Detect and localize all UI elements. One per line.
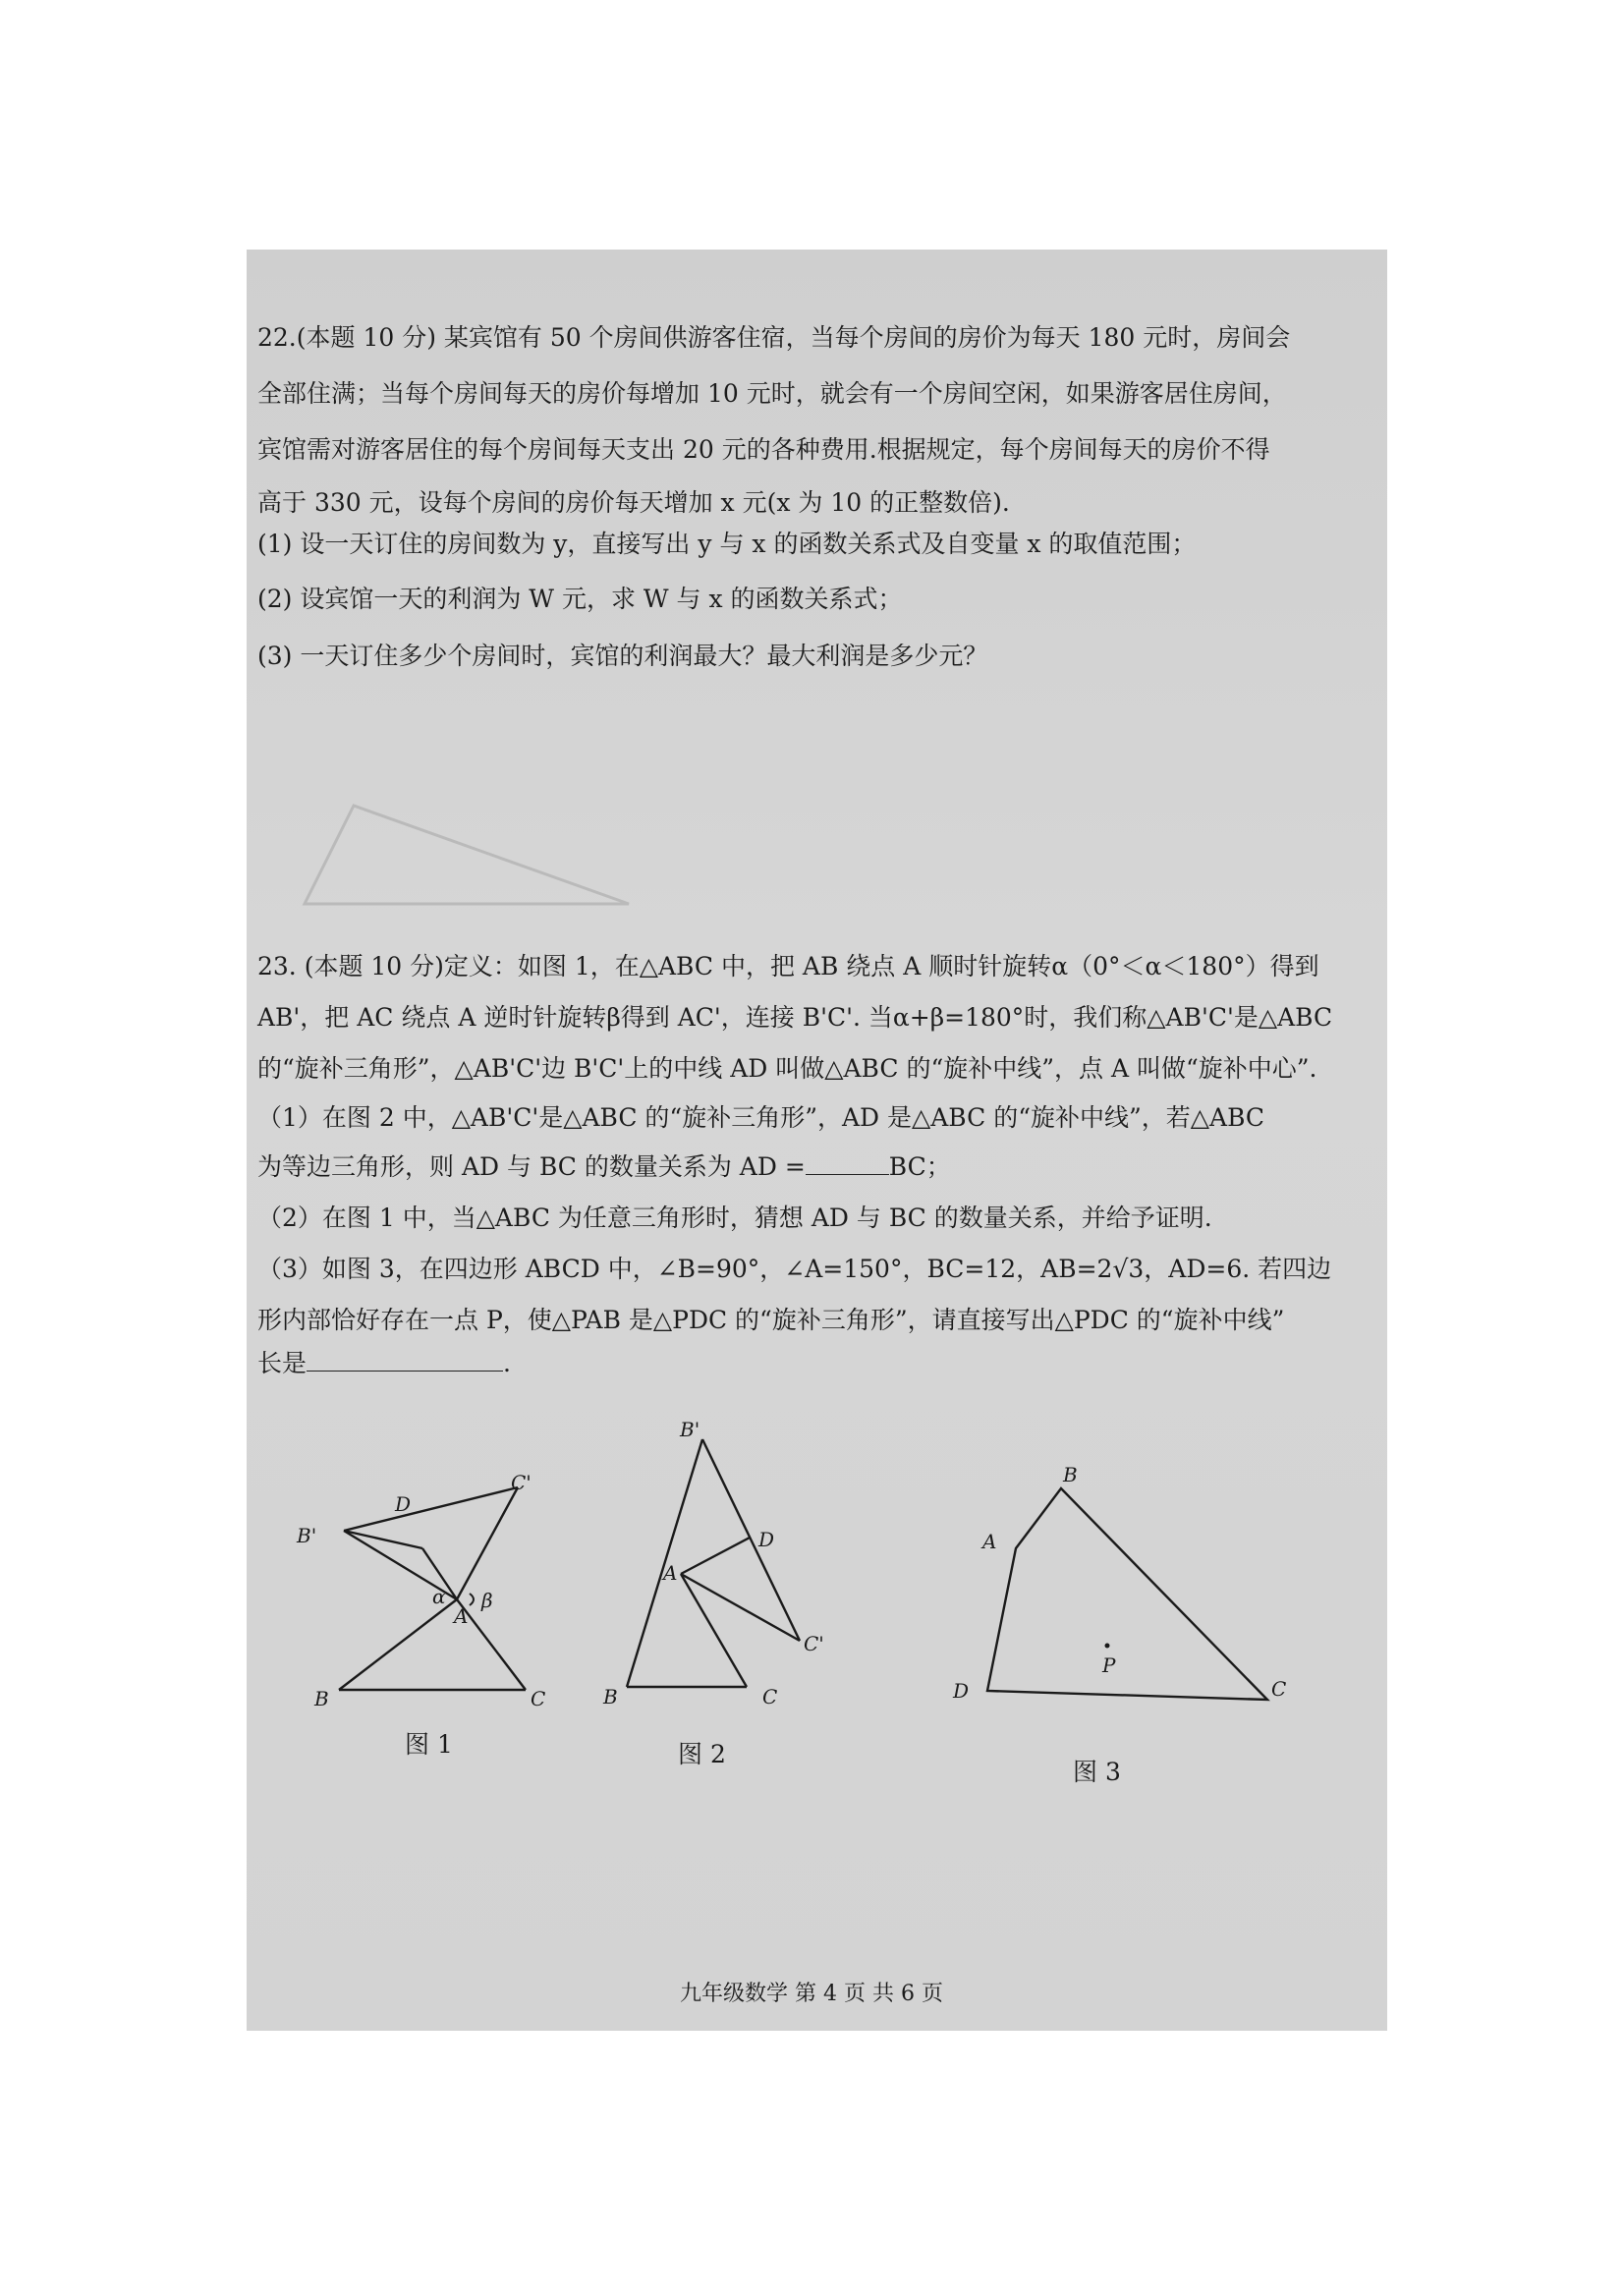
figure-2 — [589, 1415, 845, 1709]
figure-1 — [285, 1471, 580, 1729]
q23-line-3: 的“旋补三角形”，△AB'C'边 B'C'上的中线 AD 叫做△ABC 的“旋补中线”，点 A 叫做“旋补中心”. — [257, 1054, 1317, 1083]
q23-part-3c — [257, 1346, 1372, 1381]
fig1-label-beta: β — [481, 1589, 493, 1612]
q23-line-2: AB'，把 AC 绕点 A 逆时针旋转β得到 AC'，连接 B'C'. 当α+β=180°时，我们称△AB'C'是△ABC — [257, 1003, 1333, 1032]
fig1-label-a: A — [454, 1604, 469, 1628]
fig1-label-d: D — [395, 1492, 412, 1516]
q23-line-1: 23. (本题 10 分)定义：如图 1，在△ABC 中，把 AB 绕点 A 顺时针旋转α（0°＜α＜180°）得到 — [257, 952, 1319, 980]
fig3-label-p: P — [1102, 1653, 1116, 1677]
fig2-caption: 图 2 — [678, 1740, 726, 1768]
q22-part-2: (2) 设宾馆一天的利润为 W 元，求 W 与 x 的函数关系式； — [257, 585, 903, 613]
q23-part-1b-prefix: 为等边三角形，则 AD 与 BC 的数量关系为 AD = — [257, 1152, 806, 1181]
q22-line-2: 全部住满；当每个房间每天的房价每增加 10 元时，就会有一个房间空闲，如果游客居住房间， — [257, 379, 1287, 408]
answer-blank-1[interactable] — [806, 1152, 889, 1175]
fig1-caption: 图 1 — [405, 1730, 453, 1759]
figure-3 — [943, 1454, 1316, 1703]
fig2-label-b-prime: B' — [680, 1418, 700, 1441]
q23-part-1a: （1）在图 2 中，△AB'C'是△ABC 的“旋补三角形”，AD 是△ABC 的“旋补中线”，若△ABC — [257, 1103, 1265, 1132]
fig2-label-b: B — [603, 1685, 618, 1708]
q23-part-3c-suffix: . — [503, 1349, 511, 1377]
q23-part-3c-prefix: 长是 — [257, 1349, 308, 1377]
fig1-label-c-prime: C' — [511, 1471, 532, 1494]
fig3-label-d: D — [953, 1679, 970, 1703]
q22-part-3: (3) 一天订住多少个房间时，宾馆的利润最大？最大利润是多少元？ — [257, 642, 988, 670]
fig3-label-c: C — [1271, 1677, 1287, 1701]
fig2-label-a: A — [663, 1561, 678, 1585]
q23-part-2: （2）在图 1 中，当△ABC 为任意三角形时，猜想 AD 与 BC 的数量关系，并给予证明. — [257, 1204, 1212, 1232]
q22-line-3: 宾馆需对游客居住的每个房间每天支出 20 元的各种费用.根据规定，每个房间每天的房价不得 — [257, 435, 1270, 464]
q22-line-4: 高于 330 元，设每个房间的房价每天增加 x 元(x 为 10 的正整数倍). — [257, 488, 1010, 517]
fig1-label-b-prime: B' — [297, 1524, 317, 1547]
answer-blank-2[interactable] — [307, 1349, 503, 1372]
fig3-label-b: B — [1063, 1463, 1078, 1486]
fig3-label-a: A — [982, 1530, 997, 1553]
fig1-label-b: B — [314, 1687, 329, 1710]
fig1-label-c: C — [531, 1687, 546, 1710]
page-footer: 九年级数学 第 4 页 共 6 页 — [680, 1982, 943, 2006]
q23-part-1b-suffix: BC； — [888, 1152, 951, 1181]
fig2-label-c: C — [762, 1685, 778, 1708]
fig2-label-c-prime: C' — [804, 1632, 824, 1655]
q23-part-3b: 形内部恰好存在一点 P，使△PAB 是△PDC 的“旋补三角形”，请直接写出△PDC 的“旋补中线” — [257, 1306, 1285, 1334]
bleed-through-shapes — [295, 786, 648, 914]
q23-part-1b — [257, 1149, 1372, 1185]
q22-line-1: 22.(本题 10 分) 某宾馆有 50 个房间供游客住宿，当每个房间的房价为每天 180 元时，房间会 — [257, 323, 1291, 352]
fig3-caption: 图 3 — [1073, 1758, 1121, 1786]
q22-part-1: (1) 设一天订住的房间数为 y，直接写出 y 与 x 的函数关系式及自变量 x 的取值范围； — [257, 530, 1197, 558]
fig1-label-alpha: α — [432, 1585, 446, 1608]
q23-part-3a: （3）如图 3，在四边形 ABCD 中，∠B=90°，∠A=150°，BC=12，AB=2√3，AD=6. 若四边 — [257, 1255, 1332, 1283]
fig2-label-d: D — [758, 1528, 775, 1551]
